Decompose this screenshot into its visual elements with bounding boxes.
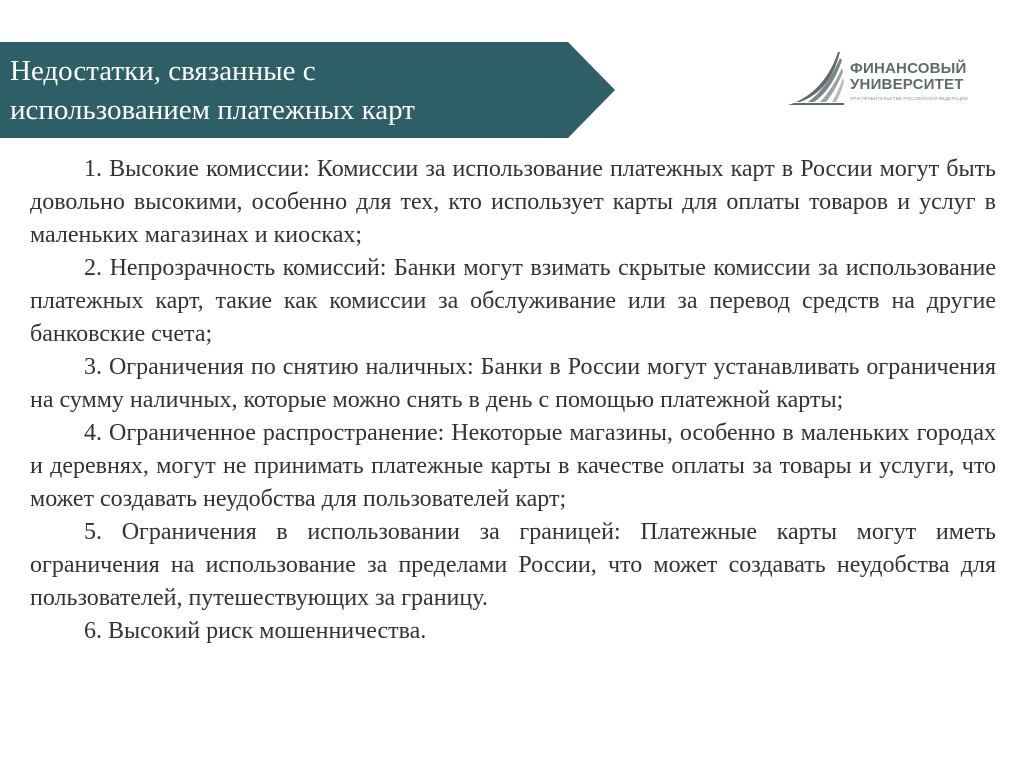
- list-item: 1. Высокие комиссии: Комиссии за использование платежных карт в России могут быть довольно высокими, особенно для тех, кто использует карты для оплаты товаров и услуг в маленьких магазинах и киосках;: [30, 156, 996, 248]
- logo-mark-icon: [786, 48, 848, 108]
- slide-title-line2: использованием платежных карт: [10, 94, 415, 126]
- logo-subtitle: ПРИ ПРАВИТЕЛЬСТВЕ РОССИЙСКОЙ ФЕДЕРАЦИИ: [850, 96, 968, 101]
- list-item: 2. Непрозрачность комиссий: Банки могут взимать скрытые комиссии за использование платежных карт, такие как комиссии за обслуживание или за перевод средств на другие банковские счета;: [30, 255, 996, 347]
- slide-title: [10, 52, 530, 130]
- slide-title-line1: Недостатки, связанные с: [10, 55, 316, 87]
- list-item: 3. Ограничения по снятию наличных: Банки в России могут устанавливать ограничения на сумму наличных, которые можно снять в день с помощью платежной карты;: [30, 354, 996, 413]
- university-logo: [786, 48, 986, 108]
- list-item: 5. Ограничения в использовании за границей: Платежные карты могут иметь ограничения на использование за пределами России, что может создавать неудобства для пользователей, путешествующих за границу.: [30, 519, 996, 611]
- list-item: 6. Высокий риск мошенничества.: [84, 618, 427, 644]
- slide-body: [30, 153, 996, 648]
- logo-name-line1: ФИНАНСОВЫЙ: [850, 60, 967, 77]
- logo-name-line2: УНИВЕРСИТЕТ: [850, 76, 964, 93]
- logo-name: [850, 61, 967, 93]
- list-item: 4. Ограниченное распространение: Некоторые магазины, особенно в маленьких городах и деревнях, могут не принимать платежные карты в качестве оплаты за товары и услуги, что может создавать неудобства для пользователей карт;: [30, 420, 996, 512]
